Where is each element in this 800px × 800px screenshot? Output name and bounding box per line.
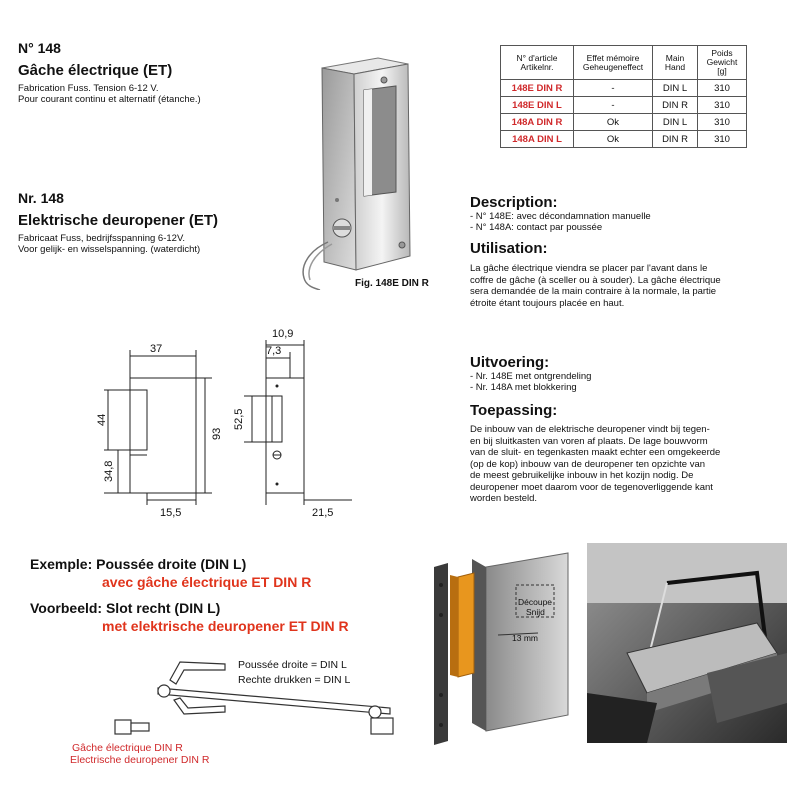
fr-heading-block [18, 40, 201, 105]
handle-label-2: Rechte drukken = DIN L [238, 674, 351, 686]
dim-15-5: 15,5 [160, 507, 182, 519]
col-header-article: N° d'article Artikelnr. [501, 46, 574, 80]
technical-drawing [90, 320, 370, 520]
dim-10-9: 10,9 [272, 328, 294, 340]
handle-diagram [100, 650, 420, 750]
fr-line2: Pour courant continu et alternatif (étanche.) [18, 94, 201, 105]
example-block [30, 556, 349, 634]
side-view-outline [130, 378, 196, 493]
utilisation-line: coffre de gâche (à sceller ou à souder). La gâche électrique [470, 274, 721, 286]
toepassing-line: worden besteld. [470, 493, 538, 504]
photo-cut-nl: Snijd [526, 607, 545, 617]
toepassing-line: (op de kop) inbouw van de deuropener ten opzichte van [470, 458, 706, 470]
uitvoering-block [470, 354, 591, 393]
sawing-photo [587, 543, 787, 743]
dim-44: 44 [96, 413, 108, 426]
toepassing-line: van de sluit- en tegenkasten maakt echter een omgekeerde [470, 447, 721, 458]
table-row: 148A DIN R Ok DIN L 310 [501, 114, 747, 131]
installation-photo [428, 545, 580, 745]
example-fr-subtitle: avec gâche électrique ET DIN R [102, 574, 312, 590]
description-heading: Description: [470, 194, 558, 211]
handle-caption [70, 742, 209, 766]
description-item: - N° 148E: avec décondamnation manuelle [470, 211, 651, 222]
description-block [470, 194, 651, 233]
description-item: - N° 148A: contact par poussée [470, 222, 603, 233]
example-fr-title: Exemple: Poussée droite (DIN L) [30, 556, 247, 572]
dim-52-5: 52,5 [233, 408, 245, 430]
nl-line1: Fabricaat Fuss, bedrijfsspanning 6-12V. [18, 233, 186, 244]
col-header-hand: Main Hand [653, 46, 698, 80]
nl-heading-block [18, 190, 218, 255]
example-nl-subtitle: met elektrische deuropener ET DIN R [102, 618, 349, 634]
table-header-row [501, 46, 747, 80]
product-caption: Fig. 148E DIN R [355, 278, 429, 289]
utilisation-line: étroite étant toujours placée en haut. [470, 297, 625, 309]
table-row: 148A DIN L Ok DIN R 310 [501, 131, 747, 148]
spec-table [500, 45, 747, 148]
dim-7-3: 7,3 [266, 345, 282, 357]
toepassing-line: en bij sluitkasten van voren af plaats. De lage bouwvorm [470, 435, 708, 447]
utilisation-heading: Utilisation: [470, 240, 548, 257]
uitvoering-heading: Uitvoering: [470, 354, 550, 371]
photo-mm: 13 mm [512, 633, 538, 643]
toepassing-line: de meest gebruikelijke inbouw in het kozijn nodig. De [470, 470, 694, 481]
nl-title: Elektrische deuropener (ET) [18, 212, 219, 229]
nl-number: Nr. 148 [18, 190, 64, 206]
fr-line1: Fabrication Fuss. Tension 6-12 V. [18, 83, 159, 94]
fr-title: Gâche électrique (ET) [18, 62, 173, 79]
dim-21-5: 21,5 [312, 507, 334, 519]
toepassing-heading: Toepassing: [470, 402, 558, 419]
table-row: 148E DIN R - DIN L 310 [501, 80, 747, 97]
table-row: 148E DIN L - DIN R 310 [501, 97, 747, 114]
example-nl-title: Voorbeeld: Slot recht (DIN L) [30, 600, 221, 616]
toepassing-line: deuropener moet daarom voor de tegenoverliggende kant [470, 481, 713, 493]
photo-cut-fr: Découpe [518, 597, 553, 607]
dim-34-8: 34,8 [103, 460, 115, 482]
product-illustration [280, 50, 440, 290]
uitvoering-item: - Nr. 148A met blokkering [470, 382, 577, 393]
fr-number: N° 148 [18, 40, 61, 56]
handle-red-caption-2: Electrische deuropener DIN R [70, 754, 210, 766]
utilisation-line: La gâche électrique viendra se placer par l'avant dans le [470, 263, 708, 274]
handle-label-1: Poussée droite = DIN L [238, 659, 347, 671]
handle-red-caption-1: Gâche électrique DIN R [72, 742, 183, 754]
col-header-effect: Effet mémoire Geheugeneffect [574, 46, 653, 80]
dim-37: 37 [150, 343, 163, 355]
col-header-weight: Poids Gewicht [g] [698, 46, 747, 80]
toepassing-line: De inbouw van de elektrische deuropener vindt bij tegen- [470, 424, 710, 435]
nl-line2: Voor gelijk- en wisselspanning. (waterdicht) [18, 244, 201, 255]
utilisation-block [470, 240, 770, 309]
orange-strike [458, 573, 474, 677]
uitvoering-item: - Nr. 148E met ontgrendeling [470, 371, 592, 382]
utilisation-line: sera demandée de la main contraire à la normale, la partie [470, 286, 717, 297]
toepassing-block [470, 402, 770, 505]
dim-93: 93 [211, 427, 223, 440]
